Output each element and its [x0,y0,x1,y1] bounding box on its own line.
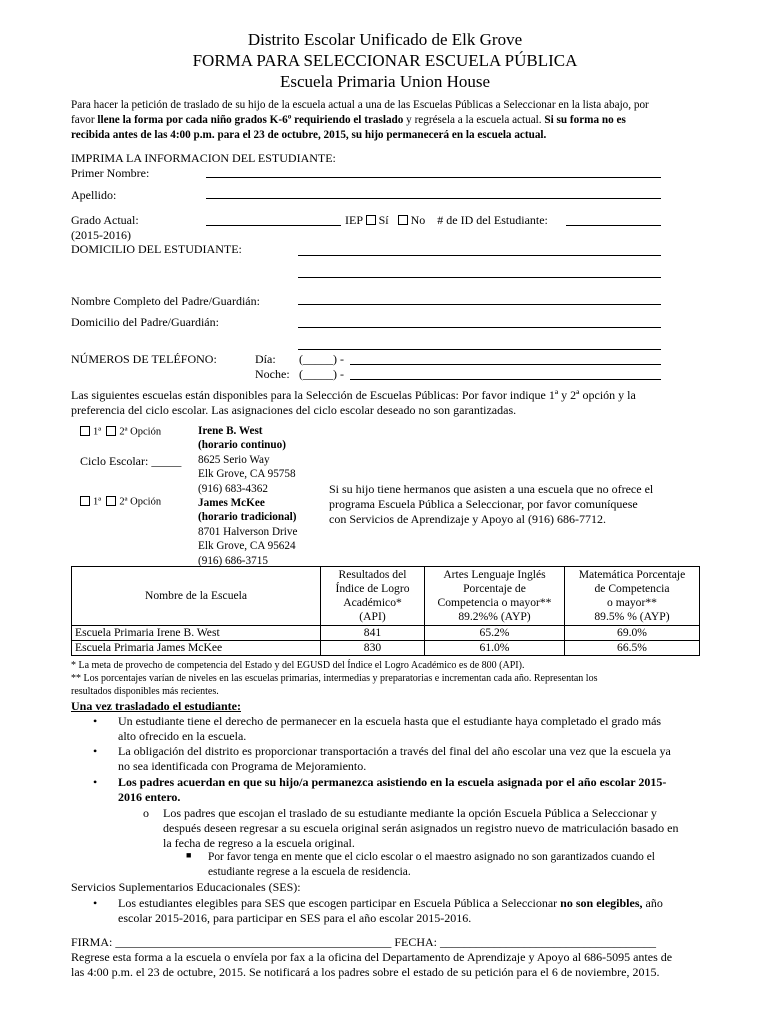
intro-line-1: Para hacer la petición de traslado de su hijo de la escuela actual a una de las Escuelas Públicas a Seleccionar en la lista abajo, por [71,99,649,111]
school-west-street: 8625 Serio Way [198,453,270,466]
header-line: (API) [359,610,386,623]
cell-math: 69.0% [565,626,700,641]
header-math [565,567,700,626]
transfer-line: Un estudiante tiene el derecho de permanecer en la escuela hasta que el estudiante haya completado el grado más [118,714,662,728]
school-mckee-schedule: (horario tradicional) [198,511,297,524]
transfer-line: estudiante regrese a la escuela de residencia. [208,866,411,878]
school-mckee-city: Elk Grove, CA 95624 [198,540,296,553]
transfer-line: no sea identificada con Programa de Mejoramiento. [118,759,367,773]
intro-line-2 [71,113,626,128]
signature-line[interactable]: FIRMA: ______________________________________________ FECHA: ____________________________________ [71,935,657,949]
header-line: 89.2%% (AYP) [458,610,531,623]
ses-item [118,896,663,926]
transfer-line: Por favor tenga en mente que el ciclo escolar o el maestro asignado no son garantizados cuando el [208,851,655,863]
header-ela [425,567,565,626]
night-label: Noche: [255,367,290,381]
school-west-name: Irene B. West [198,425,263,437]
section-title: IMPRIMA LA INFORMACION DEL ESTUDIANTE: [71,151,336,165]
schools-intro-1: Las siguientes escuelas están disponibles para la Selección de Escuelas Públicas: Por favor indique 1ª y 2ª opción y la [71,388,636,402]
header-line: Competencia o mayor** [437,596,552,609]
cycle-field[interactable]: Ciclo Escolar: _____ [80,454,182,468]
ses-line: escolar 2015-2016, para participar en SES para el año escolar 2015-2016. [118,911,472,925]
results-table [71,566,700,656]
night-phone-field[interactable] [350,379,661,380]
transfer-line: después deseen regresar a su escuela original serán asignados un registro nuevo de matriculación basado en [163,821,679,835]
bullet-icon: • [93,775,98,789]
return-instructions-2: las 4:00 p.m. el 23 de octubre, 2015. Se notificará a los padres sobre el estado de su petición para el 6 de noviembre, 2015. [71,965,660,979]
table-header-row [72,567,700,626]
school-west-phone: (916) 683-4362 [198,482,268,495]
transfer-line: La obligación del distrito es proporcionar transportación a través del final del año escolar una vez que la escuela ya [118,744,671,758]
siblings-note [329,482,653,527]
school-west-block [198,424,297,568]
school-title: Escuela Primaria Union House [279,72,491,91]
iep-label: IEP [345,213,363,227]
school-west-schedule: (horario continuo) [198,439,286,452]
header-api [321,567,425,626]
last-name-field[interactable] [206,198,661,199]
school-mckee-phone: (916) 686-3715 [198,554,268,567]
iep-no-label: No [410,213,426,227]
student-address-field-2[interactable] [298,277,661,278]
siblings-note-line: con Servicios de Aprendizaje y Apoyo al (916) 686-7712. [329,512,606,526]
night-prefix: (_____) - [299,367,344,381]
last-name-label: Apellido: [71,188,117,202]
student-address-field-1[interactable] [298,255,661,256]
option-group-mckee [80,496,161,508]
transfer-subsubitem-1 [208,850,655,880]
siblings-note-line: programa Escuela Pública a Seleccionar, por favor comuníquese [329,497,638,511]
school-mckee-name: James McKee [198,497,265,510]
transfer-subitem-1 [163,806,678,851]
parent-name-label: Nombre Completo del Padre/Guardián: [71,294,260,308]
cell-school: Escuela Primaria James McKee [72,641,321,656]
ses-line [118,896,663,911]
header-line: Académico* [343,596,402,609]
footnote-1: * La meta de provecho de competencia del Estado y del EGUSD del Índice el Logro Académico es de 800 (API). [71,660,525,671]
siblings-note-line: Si su hijo tiene hermanos que asisten a una escuela que no ofrece el [329,482,654,496]
transfer-item-1 [118,714,661,744]
transfer-line: alto ofrecido en la escuela. [118,729,247,743]
ses-bold: no son elegibles, [560,896,643,910]
grade-field[interactable] [206,225,341,226]
option-group-west [80,426,161,438]
header-line: Porcentaje de [463,582,526,595]
ses-text: Los estudiantes elegibles para SES que escogen participar en Escuela Pública a Seleccionar [118,896,561,910]
first-name-field[interactable] [206,177,661,178]
square-bullet-icon: ■ [186,850,192,860]
second-choice-checkbox[interactable] [106,496,116,506]
cell-ela: 61.0% [425,641,565,656]
school-west-city: Elk Grove, CA 95758 [198,468,296,481]
student-address-label: DOMICILIO DEL ESTUDIANTE: [71,242,242,256]
transfer-line: la fecha de regreso a la escuela original. [163,836,355,850]
student-id-label: # de ID del Estudiante: [437,213,548,227]
first-label: 1ª [93,426,102,438]
iep-yes-label: Sí [378,213,389,227]
school-mckee-street: 8701 Halverson Drive [198,525,298,538]
parent-address-field-2[interactable] [298,349,661,350]
cell-api: 830 [321,641,425,656]
header-line: Índice de Logro [335,582,410,595]
second-label: 2ª Opción [119,496,162,508]
student-id-field[interactable] [566,225,661,226]
iep-group [345,213,548,228]
iep-no-checkbox[interactable] [398,215,408,225]
day-prefix: (_____) - [299,352,344,366]
cell-api: 841 [321,626,425,641]
bullet-icon: • [93,714,98,728]
phones-label: NÚMEROS DE TELÉFONO: [71,352,217,366]
cell-ela: 65.2% [425,626,565,641]
form-title: FORMA PARA SELECCIONAR ESCUELA PÚBLICA [192,51,578,70]
transfer-line: 2016 entero. [118,790,181,804]
intro-line-3: recibida antes de las 4:00 p.m. para el 23 de octubre, 2015, su hijo permanecerá en la escuela actual. [71,129,547,141]
header-line: 89.5% % (AYP) [594,610,670,623]
intro-text: y regrésela a la escuela actual. [403,114,545,126]
first-label: 1ª [93,496,102,508]
bullet-icon: • [93,896,98,910]
sub-bullet-icon: o [143,806,149,820]
iep-yes-checkbox[interactable] [366,215,376,225]
return-instructions-1: Regrese esta forma a la escuela o envíela por fax a la oficina del Departamento de Aprendizaje y Apoyo al 686-5095 antes de [71,950,673,964]
table-row [72,641,700,656]
second-label: 2ª Opción [119,426,162,438]
schools-intro-2: preferencia del ciclo escolar. Las asignaciones del ciclo escolar deseado no son garantizadas. [71,403,517,417]
grade-label: Grado Actual: [71,213,139,227]
footnote-2: ** Los porcentajes varían de niveles en las escuelas primarias, intermedias y preparatorias e incrementan cada año. Representan los [71,673,598,684]
table-row [72,626,700,641]
header-line: Resultados del [338,568,407,581]
parent-name-field[interactable] [298,304,661,305]
footnotes [71,659,597,698]
header-line: Matemática Porcentaje [578,568,686,581]
header-line: Artes Lenguaje Inglés [443,568,546,581]
intro-bold: llene la forma por cada niño grados K-6º requiriendo el traslado [97,114,404,126]
header-line: o mayor** [607,596,657,609]
school-year: (2015-2016) [71,228,131,242]
footnote-2-cont: resultados disponibles más recientes. [71,686,219,697]
transfer-item-3 [118,775,666,805]
cell-school: Escuela Primaria Irene B. West [72,626,321,641]
first-choice-checkbox[interactable] [80,426,90,436]
ses-title: Servicios Suplementarios Educacionales (SES): [71,880,301,894]
second-choice-checkbox[interactable] [106,426,116,436]
cell-math: 66.5% [565,641,700,656]
intro-text: favor [71,114,98,126]
day-label: Día: [255,352,276,366]
header-school-name: Nombre de la Escuela [72,567,321,626]
parent-address-field-1[interactable] [298,327,661,328]
header-line: de Competencia [594,582,670,595]
day-phone-field[interactable] [350,364,661,365]
parent-address-label: Domicilio del Padre/Guardián: [71,315,219,329]
first-name-label: Primer Nombre: [71,166,150,180]
bullet-icon: • [93,744,98,758]
first-choice-checkbox[interactable] [80,496,90,506]
transfer-title: Una vez trasladado el estudiante: [71,699,241,713]
transfer-line: Los padres acuerdan en que su hijo/a permanezca asistiendo en la escuela asignada por el año escolar 2015- [118,775,667,789]
intro-bold: Si su forma no es [544,114,626,126]
ses-text: año [642,896,663,910]
transfer-line: Los padres que escojan el traslado de su estudiante mediante la opción Escuela Pública a Seleccionar y [163,806,657,820]
district-title: Distrito Escolar Unificado de Elk Grove [247,30,523,49]
transfer-item-2 [118,744,671,774]
